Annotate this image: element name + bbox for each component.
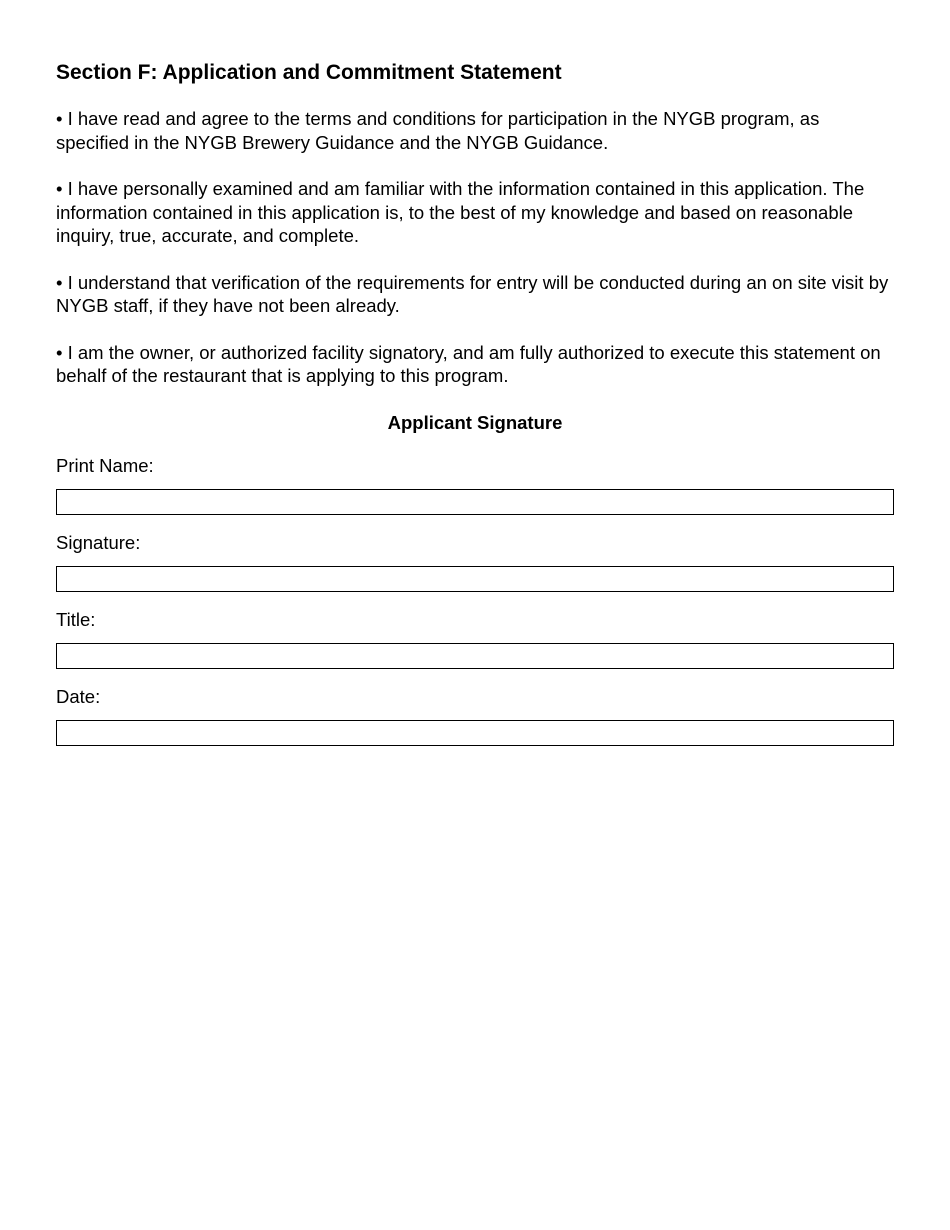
statement-information-accuracy: • I have personally examined and am familiar with the information contained in this application. The information contained in this application is, to the best of my knowledge and based on reasonable inquiry, true, accurate, and complete. <box>56 178 865 246</box>
statement-site-verification: • I understand that verification of the requirements for entry will be conducted during an on site visit by NYGB staff, if they have not been already. <box>56 271 889 316</box>
date-label: Date: <box>56 685 101 707</box>
section-title: Section F: Application and Commitment Statement <box>56 61 562 84</box>
signature-label: Signature: <box>56 531 141 553</box>
print-name-label: Print Name: <box>56 454 154 476</box>
date-input[interactable] <box>56 720 894 746</box>
applicant-signature-heading: Applicant Signature <box>387 411 563 433</box>
statement-terms-agreement: • I have read and agree to the terms and conditions for participation in the NYGB program, as specified in the NYGB Brewery Guidance and the NYGB Guidance. <box>56 108 820 153</box>
statement-authorized-signatory: • I am the owner, or authorized facility signatory, and am fully authorized to execute this statement on behalf of the restaurant that is applying to this program. <box>56 341 881 386</box>
print-name-input[interactable] <box>56 489 894 515</box>
signature-input[interactable] <box>56 566 894 592</box>
form-page <box>56 60 894 763</box>
title-input[interactable] <box>56 643 894 669</box>
title-label: Title: <box>56 608 96 630</box>
